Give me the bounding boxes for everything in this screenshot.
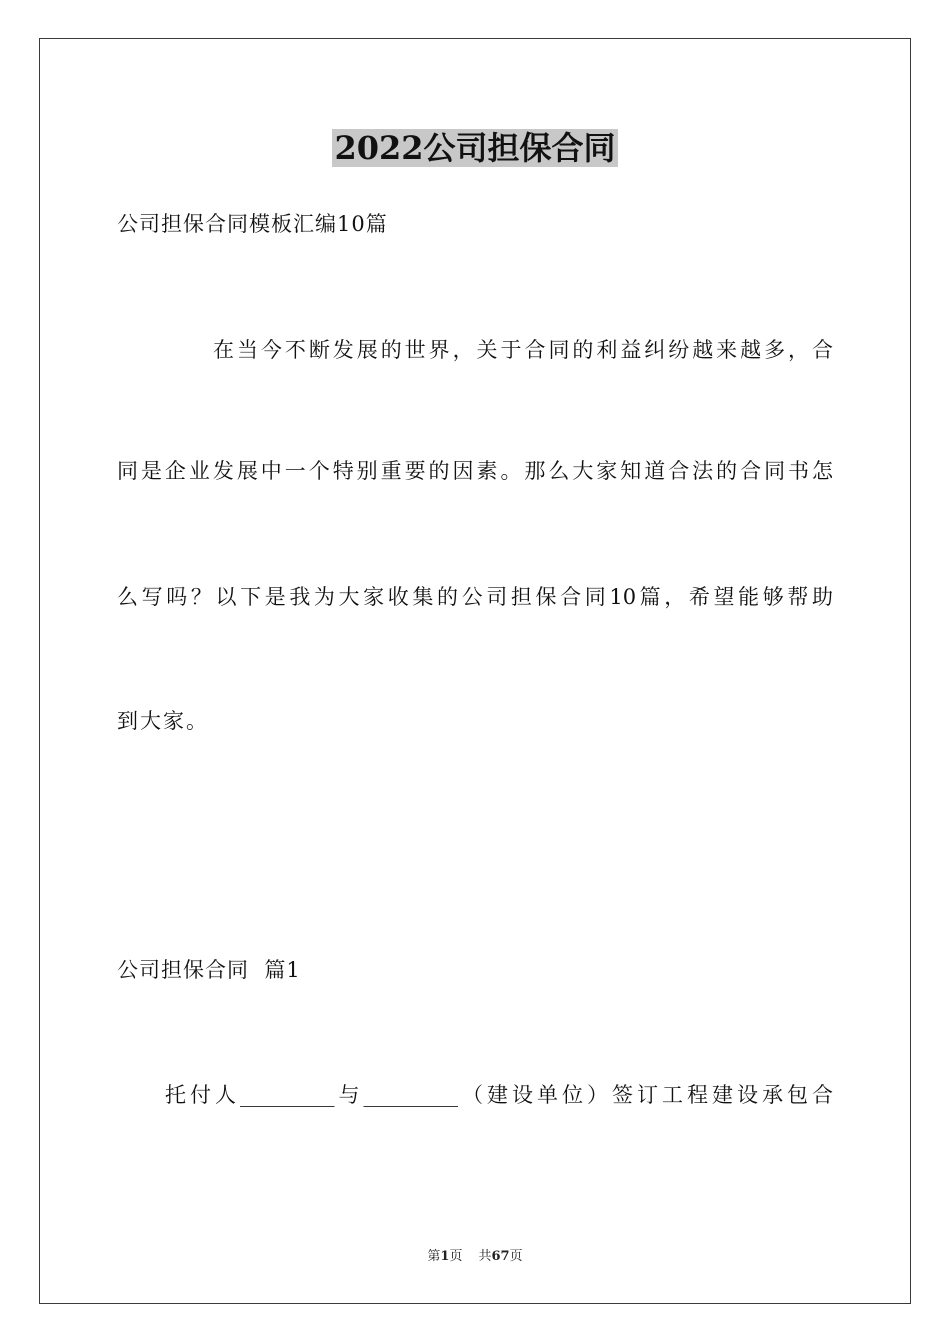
intro-line-3: 么写吗？以下是我为大家收集的公司担保合同10篇，希望能够帮助 xyxy=(117,585,833,609)
footer-page-prefix: 第 xyxy=(427,1249,441,1264)
section-heading: 公司担保合同 篇1 xyxy=(117,958,301,982)
intro-line-2: 同是企业发展中一个特别重要的因素。那么大家知道合法的合同书怎 xyxy=(117,459,833,483)
document-title xyxy=(0,126,950,170)
footer-total-prefix: 共 xyxy=(478,1249,492,1264)
intro-line-1: 在当今不断发展的世界，关于合同的利益纠纷越来越多，合 xyxy=(213,338,833,362)
footer-page-suffix: 页 xyxy=(449,1249,463,1264)
body-line: 托付人_________与_________（建设单位）签订工程建设承包合 xyxy=(165,1083,833,1107)
footer-total-suffix: 页 xyxy=(509,1249,523,1264)
footer-total-pages: 67 xyxy=(491,1249,510,1264)
intro-line-4: 到大家。 xyxy=(117,709,209,733)
footer-page-number: 1 xyxy=(440,1249,450,1264)
document-title-text: 2022公司担保合同 xyxy=(334,129,616,167)
document-subtitle: 公司担保合同模板汇编10篇 xyxy=(117,212,388,236)
page-footer xyxy=(0,1248,950,1266)
